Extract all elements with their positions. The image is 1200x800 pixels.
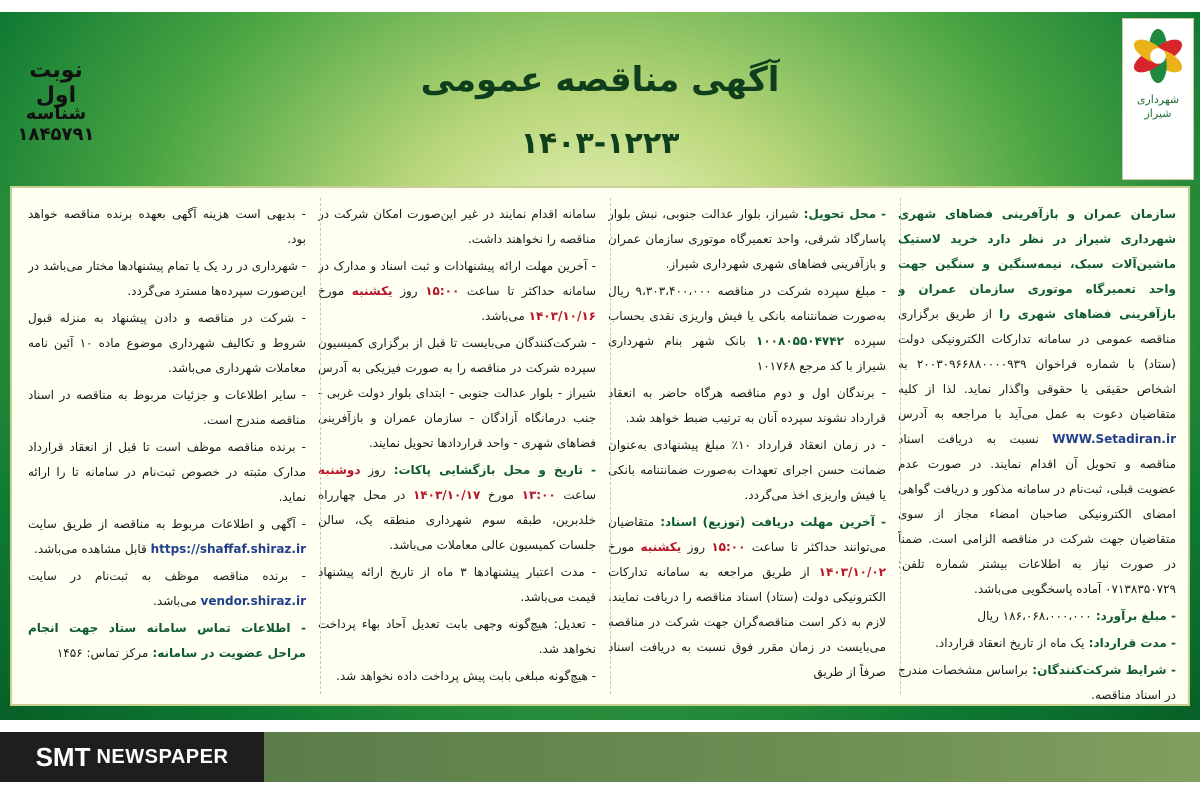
footer-strip [264, 732, 1200, 782]
ad-text-run: - شهرداری در رد یک یا تمام پیشنهادها مختار می‌باشد در این‌صورت سپرده‌ها مسترد می‌گردد. [28, 259, 306, 298]
ad-paragraph [28, 616, 306, 666]
ad-text-run: متقاضیان می‌توانند حداکثر تا ساعت [608, 515, 886, 554]
ad-text-run: ۱۳:۰۰ [521, 488, 556, 502]
ad-paragraph [318, 458, 596, 558]
ad-text-run: - برنده مناقصه موظف است تا قبل از انعقاد قرارداد مدارک مثبته در خصوص ثبت‌نام در سامانه تا را ارائه نماید. [28, 440, 306, 504]
badge-label: NEWSPAPER [96, 745, 229, 768]
ad-text-run: - آخرین مهلت ارائه پیشنهادات و ثبت اسناد و مدارک در سامانه حداکثر تا ساعت [318, 259, 596, 298]
ad-paragraph [318, 664, 596, 689]
ad-text-run: - شرکت‌کنندگان می‌بایست تا قبل از برگزاری کمیسیون سپرده شرکت در مناقصه را به صورت فیزیکی به آدرس شیراز - بلوار عدالت جنوبی - ابتدای بلوار دولت غربی - جنب درمانگاه آزادگان - سازمان عمران و بازآفرینی فضاهای شهری - واحد قراردادها تحویل نمایند. [318, 336, 596, 450]
ad-text-run: می‌باشد. [153, 594, 201, 608]
ad-text-run: - مدت قرارداد: [1084, 636, 1176, 650]
ad-text-run: - آگهی و اطلاعات مربوط به مناقصه از طریق سایت [28, 517, 306, 531]
ad-text-run: ۱۴۰۳/۱۰/۱۶ [528, 309, 596, 323]
ad-text-run: می‌باشد. [481, 309, 529, 323]
ad-paragraph [608, 510, 886, 685]
municipality-logo [1122, 18, 1194, 180]
ad-title: آگهی مناقصه عمومی [420, 60, 780, 100]
ad-text-run: - مبلغ سپرده شرکت در مناقصه ۹،۳۰۳،۴۰۰،۰۰۰ ریال به‌صورت ضمانتنامه بانکی یا فیش واریزی نقدی بحساب سپرده [608, 284, 886, 348]
ad-text-run: بانک شهر بنام شهرداری شیراز با کد مرجع ۱۰۱۷۶۸ [608, 334, 886, 373]
ad-round-label: نوبت اول [29, 58, 83, 109]
ad-text-run: - مدت اعتبار پیشنهادها ۳ ماه از تاریخ ارائه پیشنهاد قیمت می‌باشد. [318, 565, 596, 604]
ad-column-3 [318, 202, 596, 702]
ad-text-run: - تعدیل: هیچ‌گونه وجهی بابت تعدیل آحاد بهاء پرداخت نخواهد شد. [318, 617, 596, 656]
ad-text-run: - مبلغ برآورد: [1091, 609, 1176, 623]
ad-text-run: - هیچ‌گونه مبلغی بابت پیش پرداخت داده نخواهد شد. [336, 669, 596, 683]
ad-text-run: روز [392, 284, 426, 298]
ad-text-run: ۱۴۰۳/۱۰/۰۲ [818, 565, 886, 579]
shiraz-flower-logo-icon [1129, 27, 1187, 85]
ad-paragraph [318, 254, 596, 329]
column-divider [320, 198, 321, 694]
ad-text-run: - اطلاعات تماس سامانه ستاد جهت انجام مراحل عضویت در سامانه: [28, 621, 306, 660]
ad-text-run: مورخ [318, 284, 352, 298]
ad-text-run: براساس مشخصات مندرج در اسناد مناقصه. [898, 663, 1176, 702]
ad-text-run: مورخ [480, 488, 522, 502]
ad-text-run: - تاریخ و محل بازگشایی پاکات: [385, 463, 596, 477]
ad-paragraph [898, 202, 1176, 602]
ad-text-run: سازمان عمران و بازآفرینی فضاهای شهری شهرداری شیراز در نظر دارد خرید لاستیک ماشین‌آلات سبک، نیمه‌سنگین و سنگین جهت واحد تعمیرگاه موتوری سازمان عمران و بازآفرینی فضاهای شهری را [898, 207, 1176, 321]
ad-text-run: - در زمان انعقاد قرارداد ۱۰٪ مبلغ پیشنهادی به‌عنوان ضمانت حسن اجرای تعهدات به‌صورت ضمانتنامه بانکی یا فیش واریزی اخذ می‌گردد. [608, 438, 886, 502]
ad-text-run: ۱۵:۰۰ [711, 540, 746, 554]
ad-column-1 [898, 202, 1176, 702]
column-divider [900, 198, 901, 694]
ad-paragraph [318, 331, 596, 456]
ad-text-run: ۱۴۰۳/۱۰/۱۷ [412, 488, 481, 502]
ad-paragraph [28, 383, 306, 433]
ad-text-run: یک ماه از تاریخ انعقاد قرارداد. [935, 636, 1085, 650]
ad-paragraph [608, 202, 886, 277]
ad-text-run: قابل مشاهده می‌باشد. [34, 542, 151, 556]
smt-newspaper-badge [0, 732, 264, 782]
ad-year-range: ۱۴۰۳-۱۲۲۳ [520, 126, 680, 161]
ad-paragraph [898, 604, 1176, 629]
ad-text-run: یکشنبه [351, 284, 393, 298]
ad-text-run: از طریق مراجعه به سامانه تدارکات الکترونیکی دولت (ستاد) اسناد مناقصه را دریافت نمایند. لازم به ذکر است مناقصه‌گران جهت شرکت در مناقصه می‌بایست در زمان مقرر فوق نسبت به دریافت اسناد صرفاً از طریق [608, 565, 886, 679]
ad-paragraph [898, 631, 1176, 656]
ad-text-run: ساعت [555, 488, 596, 502]
ad-text-run: یکشنبه [640, 540, 682, 554]
ad-text-run: - برنده مناقصه موظف به ثبت‌نام در سایت [28, 569, 306, 583]
ad-text-run: نسبت به دریافت اسناد مناقصه و تحویل آن اقدام نمایند. در صورت عدم عضویت قبلی، ثبت‌نام در سامانه مذکور و دریافت گواهی امضای الکترونیکی صاحبان امضاء مجاز از سوی متقاضیان جهت شرکت در مناقصه الزامی است. ضمناً در صورت نیاز به اطلاعات بیشتر شماره تلفن: ۰۷۱۳۸۳۵۰۷۲۹ آماده پاسخگویی می‌باشد. [898, 432, 1176, 596]
ad-text-run: - شرکت در مناقصه و دادن پیشنهاد به منزله قبول شروط و تکالیف شهرداری موضوع ماده ۱۰ آئین نامه معاملات شهرداری می‌باشد. [28, 311, 306, 375]
ad-text-run: از طریق برگزاری مناقصه عمومی در سامانه تدارکات الکترونیکی دولت (ستاد) با شماره فراخوان ۲۰۰۳۰۹۶۶۸۸۰۰۰۰۹۳۹ به اشخاص حقیقی یا حقوقی واگذار نماید. لذا از کلیه متقاضیان دعوت به عمل می‌آید با مراجعه به آدرس [898, 307, 1176, 421]
ad-text-run: - برندگان اول و دوم مناقصه هرگاه حاضر به انعقاد قرارداد نشوند سپرده آنان به ترتیب ضبط خواهد شد. [608, 386, 886, 425]
ad-paragraph [28, 564, 306, 614]
ad-text-run: سامانه اقدام نمایند در غیر این‌صورت امکان شرکت در مناقصه را نخواهند داشت. [318, 207, 596, 246]
ad-text-run: شیراز، بلوار عدالت جنوبی، نبش بلوار پاسارگاد شرقی، واحد تعمیرگاه موتوری سازمان عمران و بازآفرینی فضاهای شهری شهرداری شیراز. [608, 207, 886, 271]
ad-text-run: ۱۵:۰۰ [425, 284, 460, 298]
ad-body-panel [10, 186, 1190, 706]
ad-text-run: ۱۰۰۸۰۵۵۰۴۷۴۲ [756, 334, 844, 348]
ad-paragraph [318, 560, 596, 610]
ad-paragraph [608, 433, 886, 508]
ad-paragraph [318, 612, 596, 662]
ad-text-run: - آخرین مهلت دریافت (توزیع) اسناد: [654, 515, 886, 529]
ad-paragraph [608, 381, 886, 431]
ad-text-run: روز [360, 463, 386, 477]
ad-text-run: مورخ [608, 540, 641, 554]
ad-paragraph [608, 279, 886, 379]
ad-text-run: در محل چهارراه خلدبرین، طبقه سوم شهرداری منطقه یک، سالن جلسات کمیسیون عالی معاملات می‌باشد. [318, 488, 596, 552]
ad-link-text[interactable]: vendor.shiraz.ir [200, 594, 306, 608]
ad-paragraph [28, 435, 306, 510]
ad-paragraph [28, 202, 306, 252]
ad-text-run: - سایر اطلاعات و جزئیات مربوط به مناقصه در اسناد مناقصه مندرج است. [28, 388, 306, 427]
ad-paragraph [28, 254, 306, 304]
ad-text-run: - محل تحویل: [798, 207, 886, 221]
ad-column-4 [28, 202, 306, 702]
badge-brand: SMT [35, 741, 91, 772]
ad-text-run: - شرایط شرکت‌کنندگان: [1027, 663, 1176, 677]
ad-paragraph [28, 306, 306, 381]
ad-column-2 [608, 202, 886, 702]
ad-code-label: شناسه ۱۸۴۵۷۹۱ [17, 103, 95, 145]
ad-paragraph [28, 512, 306, 562]
ad-text-run: ۱۸۶،۰۶۸،۰۰۰،۰۰۰ ریال [977, 609, 1092, 623]
logo-caption: شهرداری شیراز [1136, 93, 1180, 121]
ad-text-run: دوشنبه [318, 463, 361, 477]
ad-link-text[interactable]: https://shaffaf.shiraz.ir [150, 542, 306, 556]
ad-text-run: روز [681, 540, 712, 554]
column-divider [610, 198, 611, 694]
ad-paragraph [318, 202, 596, 252]
ad-text-run: مرکز تماس: ۱۴۵۶ [56, 646, 149, 660]
ad-link-text[interactable]: WWW.Setadiran.ir [1052, 432, 1176, 446]
ad-text-run: - بدیهی است هزینه آگهی بعهده برنده مناقصه خواهد بود. [28, 207, 306, 246]
ad-paragraph [898, 658, 1176, 702]
